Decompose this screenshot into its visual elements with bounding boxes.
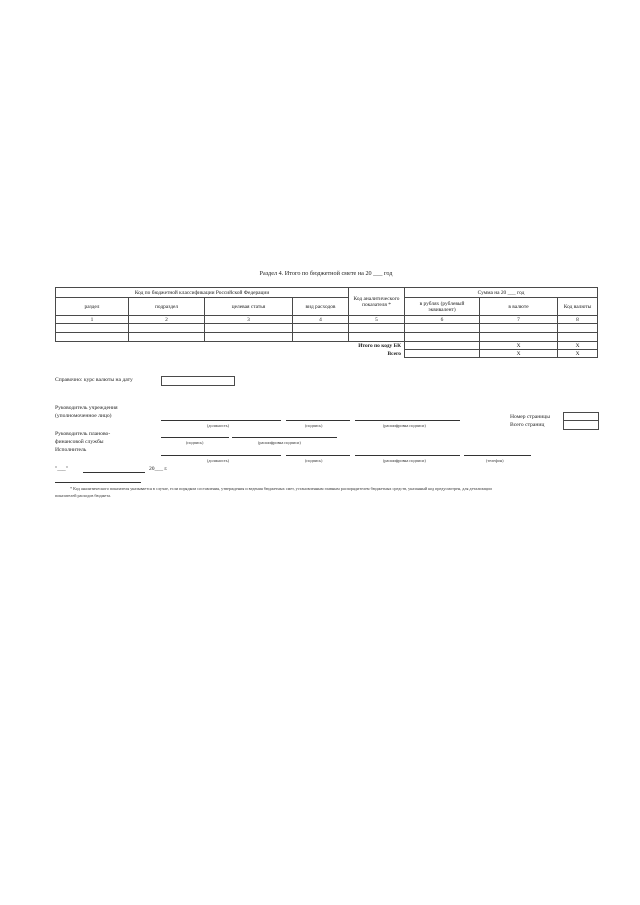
position-caption: (должность) (207, 458, 229, 463)
x-mark: X (480, 350, 558, 358)
total-by-code-row (56, 342, 598, 350)
header-rubles: в рублях (рублевый эквивалент) (405, 298, 480, 316)
header-expense-type: вид расходов (293, 298, 349, 316)
header-sum-group: Сумма на 20 ___ год (405, 288, 598, 298)
signature-caption: (подпись) (305, 458, 323, 463)
total-all-rubles-cell[interactable] (405, 350, 480, 358)
fin-head-label-line2: финансовой службы (55, 439, 104, 445)
footnote-divider (55, 482, 141, 483)
data-cell[interactable] (480, 324, 558, 333)
col-number: 7 (480, 316, 558, 324)
head-label-line2: (уполномоченное лицо) (55, 413, 112, 419)
data-cell[interactable] (405, 324, 480, 333)
data-cell[interactable] (349, 333, 405, 342)
phone-caption: (телефон) (486, 458, 504, 463)
data-cell[interactable] (293, 324, 349, 333)
header-bk-group: Код по бюджетной классификации Российской Федерации (56, 288, 349, 298)
x-mark: X (480, 342, 558, 350)
fin-decoding-caption: (расшифровка подписи) (258, 440, 301, 445)
executor-signature-line[interactable] (286, 455, 350, 456)
footnote-line2: показателей расходов бюджета. (55, 493, 112, 498)
data-cell[interactable] (405, 333, 480, 342)
data-cell[interactable] (129, 333, 205, 342)
footnote-line1: * Код аналитического показателя указывается в случае, если порядком составления, утверждения и ведения бюджетных смет, установленным главным распорядителем бюджетных средств, указанный код предусмотрен, для детализации (70, 486, 492, 491)
position-caption: (должность) (207, 423, 229, 428)
col-number: 2 (129, 316, 205, 324)
data-cell[interactable] (205, 324, 293, 333)
x-mark: X (558, 342, 598, 350)
data-cell[interactable] (558, 324, 598, 333)
total-rubles-cell[interactable] (405, 342, 480, 350)
executor-decoding-line[interactable] (355, 455, 460, 456)
header-currency: в валюте (480, 298, 558, 316)
total-pages-input[interactable] (563, 420, 599, 430)
reference-rate-label: Справочно: курс валюты на дату (55, 377, 133, 383)
x-mark: X (558, 350, 598, 358)
head-signature-line[interactable] (286, 420, 350, 421)
executor-phone-line[interactable] (464, 455, 531, 456)
fin-signature-line[interactable] (161, 437, 229, 438)
data-cell[interactable] (480, 333, 558, 342)
date-month-line[interactable] (83, 472, 145, 473)
data-cell[interactable] (129, 324, 205, 333)
header-analytic-code: Код аналитического показателя * (349, 288, 405, 316)
executor-position-line[interactable] (161, 455, 281, 456)
data-cell[interactable] (56, 324, 129, 333)
fin-signature-caption: (подпись) (186, 440, 204, 445)
total-all-label: Всего (387, 350, 402, 357)
total-by-code-label: Итого по коду БК (358, 342, 402, 349)
executor-label: Исполнитель (55, 447, 87, 453)
col-number: 8 (558, 316, 598, 324)
budget-totals-table (55, 287, 598, 358)
date-year[interactable]: 20___ г. (149, 466, 168, 472)
signature-caption: (подпись) (305, 423, 323, 428)
table-row (56, 324, 598, 333)
head-position-line[interactable] (161, 420, 281, 421)
data-cell[interactable] (558, 333, 598, 342)
fin-head-label-line1: Руководитель планово- (55, 431, 111, 437)
section-title: Раздел 4. Итого по бюджетной смете на 20 ___ год (259, 270, 393, 277)
data-cell[interactable] (293, 333, 349, 342)
header-section: раздел (56, 298, 129, 316)
date-day[interactable]: "___" (55, 466, 68, 472)
column-numbers-row (56, 316, 598, 324)
data-cell[interactable] (349, 324, 405, 333)
table-row (56, 333, 598, 342)
total-pages-label: Всего страниц (510, 422, 545, 428)
data-cell[interactable] (205, 333, 293, 342)
header-currency-code: Код валюты (558, 298, 598, 316)
col-number: 3 (205, 316, 293, 324)
fin-decoding-line[interactable] (232, 437, 337, 438)
data-cell[interactable] (56, 333, 129, 342)
col-number: 1 (56, 316, 129, 324)
head-label-line1: Руководитель учреждения (55, 405, 118, 411)
col-number: 6 (405, 316, 480, 324)
decoding-caption: (расшифровка подписи) (383, 458, 426, 463)
col-number: 5 (349, 316, 405, 324)
page-number-label: Номер страницы (510, 414, 550, 420)
decoding-caption: (расшифровка подписи) (383, 423, 426, 428)
head-decoding-line[interactable] (355, 420, 460, 421)
total-all-row (56, 350, 598, 358)
header-subsection: подраздел (129, 298, 205, 316)
header-target-article: целевая статья (205, 298, 293, 316)
reference-rate-input[interactable] (161, 376, 235, 386)
col-number: 4 (293, 316, 349, 324)
